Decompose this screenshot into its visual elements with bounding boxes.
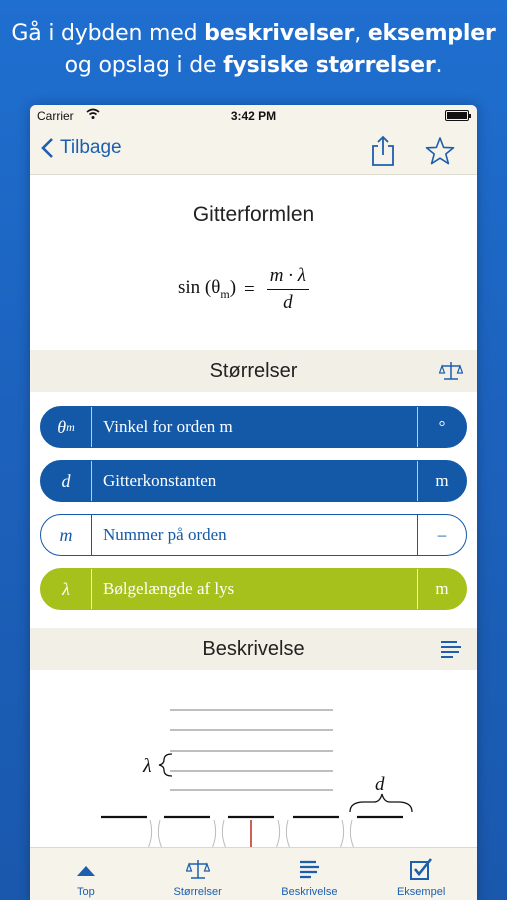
formula-equals: = xyxy=(244,278,255,300)
variable-unit: ° xyxy=(438,417,446,436)
variable-row-lambda[interactable] xyxy=(40,568,467,610)
variable-unit: m xyxy=(435,579,449,598)
tab-example[interactable] xyxy=(365,848,477,900)
grating-illustration xyxy=(30,670,477,860)
tab-bar xyxy=(30,847,477,900)
back-label: Tilbage xyxy=(60,137,122,158)
formula-expression xyxy=(178,265,309,314)
status-time: 3:42 PM xyxy=(230,109,277,123)
battery-icon xyxy=(445,110,469,121)
variable-symbol: d xyxy=(61,470,71,491)
status-bar xyxy=(30,105,477,127)
lambda-label: λ xyxy=(143,755,152,777)
formula-lhs: $\sin (\theta_m)$ xyxy=(178,277,237,301)
back-button[interactable] xyxy=(40,137,122,159)
carrier-label: Carrier xyxy=(37,109,74,123)
variable-description: Gitterkonstanten xyxy=(91,461,418,501)
tab-label: Beskrivelse xyxy=(281,886,338,898)
tab-description[interactable] xyxy=(254,848,366,900)
variable-unit: m xyxy=(435,471,449,490)
variable-row-theta[interactable] xyxy=(40,406,467,448)
share-icon[interactable] xyxy=(369,135,397,167)
checkbox-icon xyxy=(409,856,433,882)
formula-denominator: d xyxy=(283,292,293,313)
phone-screen xyxy=(30,105,477,900)
d-label: d xyxy=(375,774,385,795)
formula-title: Gitterformlen xyxy=(192,203,315,226)
tab-label: Top xyxy=(77,886,95,898)
section-header-description xyxy=(30,628,477,670)
text-lines-icon xyxy=(297,856,321,882)
grating-diagram xyxy=(30,670,477,860)
variable-symbol: θ m xyxy=(57,416,75,437)
section-title-quantities: Størrelser xyxy=(209,360,298,382)
chevron-left-icon xyxy=(40,137,56,159)
tab-top[interactable] xyxy=(30,848,142,900)
variable-row-m[interactable] xyxy=(40,514,467,556)
variable-symbol: m xyxy=(59,524,73,545)
star-icon[interactable] xyxy=(424,135,456,167)
variable-symbol: λ xyxy=(62,578,70,599)
tab-label: Størrelser xyxy=(173,886,222,898)
variable-description: Nummer på orden xyxy=(91,515,418,555)
tab-label: Eksempel xyxy=(396,886,446,898)
promo-line-2: og opslag i de fysiske størrelser. xyxy=(64,53,443,78)
formula-fraction xyxy=(267,265,309,314)
variables-list xyxy=(30,392,477,628)
section-header-quantities xyxy=(30,350,477,392)
promo-text xyxy=(0,18,507,82)
variable-unit: – xyxy=(437,525,447,544)
scale-icon[interactable] xyxy=(439,360,463,382)
formula-panel xyxy=(30,175,477,350)
variable-description: Bølgelængde af lys xyxy=(91,569,418,609)
promo-line-1: Gå i dybden med beskrivelser, eksempler xyxy=(11,21,496,46)
formula-numerator: m · λ xyxy=(267,265,309,290)
triangle-up-icon xyxy=(74,856,98,882)
section-title-description: Beskrivelse xyxy=(202,638,305,660)
tab-quantities[interactable] xyxy=(142,848,254,900)
text-lines-icon[interactable] xyxy=(439,638,463,660)
variable-description: Vinkel for orden m xyxy=(91,407,418,447)
variable-row-d[interactable] xyxy=(40,460,467,502)
nav-bar xyxy=(30,127,477,175)
scale-icon xyxy=(186,856,210,882)
